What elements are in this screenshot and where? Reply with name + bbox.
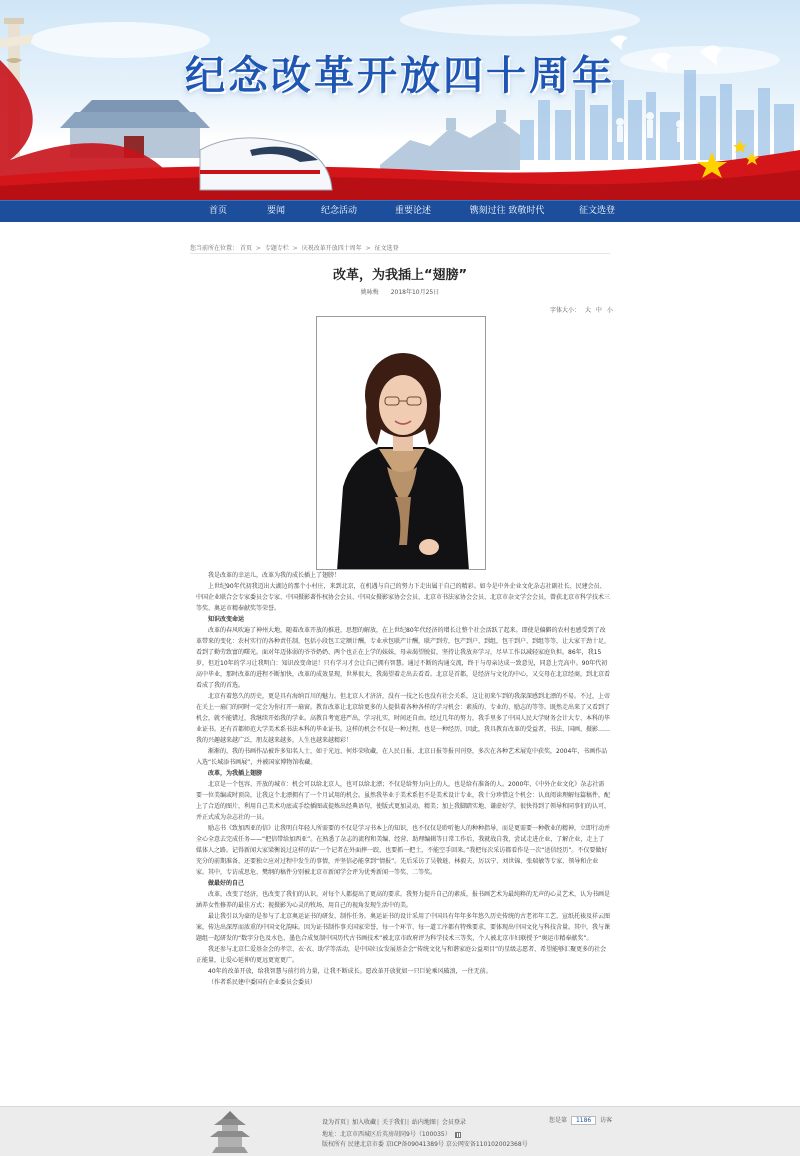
- article-paragraph: 北京是一个包容、开放的城市：机会可以给北京人，也可以给北漂；不仅是给努力向上的人，也是给有准备的人。2000年，《中外企业文化》杂志社需要一位美编或时顶岗，让我这个北漂拥有了一个月试用的机会。虽然我毕业于美术系但不是美术设计专业，我十分珍惜这个机会：认真阅读理解每篇稿件，配上了合适的图片，利用自己美术功底或手绘插图或提炼出经典语句，使版式更加灵动，精美；加上我脚踏实地、谦虚好学，很快得到了领导和同事们的认可，并正式成为杂志社的一员。: [196, 781, 611, 821]
- font-size-medium[interactable]: 中: [595, 307, 602, 314]
- footer-link-about[interactable]: 关于我们: [381, 1119, 406, 1126]
- article-meta: [190, 287, 610, 296]
- breadcrumb-prefix: 您当前所在位置：: [190, 245, 239, 252]
- author-portrait: [316, 316, 486, 570]
- qr-code-icon: [455, 1132, 461, 1138]
- visitor-counter: 您是第 1186 访客: [549, 1117, 613, 1124]
- breadcrumb-separator: >: [292, 245, 298, 252]
- footer-link-sitemap[interactable]: 站内地图: [411, 1119, 436, 1126]
- article-paragraph: 北京有着悠久的历史，更是具有海纳百川的魅力。但北京人才济济，没有一技之长也没有社会关系，这让初来乍到的我深深感到北漂的不易。不过，上帝在关上一扇门的同时一定会为你打开一扇窗。教育改革让北京给更多的人提供着各种各样的学习机会：素质的、专业的、励志的等等。既然走出来了又看到了机会，就不能错过，我继续开始我的学业。高教自考宽进严出，学习扎实，时间还自由。经过几年的努力，我手里多了中国人民大学财务会计大专、本科的毕业证书。还有首都师范大学美术系书法本科的毕业证书。这样的机会不仅是一种过程，也是一种经历，因此，我具教育改革的受益者，书法、国画、摄影……我的兴趣越来越广泛，朋友越来越多，人生也越来越精彩！: [196, 693, 611, 744]
- article-paragraph: 渐渐的，我的书画作品被许多知名人士，如于光远、何炸荣收藏，在人民日报、北京日报等报刊刊登，多次在各种艺术展览中获奖，2004年，书画作品入选“长城添书画展”，并被国家博物馆收藏。: [196, 748, 608, 766]
- header-banner: [0, 0, 800, 200]
- footer-address: 地址：北京市西城区后英房胡同9号（100035）: [322, 1129, 461, 1138]
- nav-item-tribute[interactable]: 镌刻过往 致敬时代: [469, 206, 545, 216]
- article-paragraph: 上世纪90年代初我迈出大湖边的那个小村庄，来到北京，在机遇与自己的努力下走出属于自己的精彩。如今是中外企业文化杂志社副社长、民建会员、中国企业联合会专家委员会专家、中国摄影著作权协会会员、中国女摄影家协会会员、北京市书法家协会会员、北京市杂文学会会员，曾获北京市科学技术三等奖、奥运市精奉献奖等荣誉。: [196, 583, 611, 612]
- breadcrumb: [190, 243, 399, 252]
- font-size-control: [550, 305, 613, 314]
- footer-link-login[interactable]: 会员登录: [441, 1119, 466, 1126]
- font-size-small[interactable]: 小: [606, 307, 613, 314]
- temple-of-heaven-icon: [200, 1109, 260, 1155]
- article-paragraph: 我是改革的幸运儿，改革为我的成长插上了翅膀！: [208, 572, 341, 579]
- article-paragraph: 最让我引以为豪的是参与了北京奥运证书的研发、制作任务。奥运证书的设计采用了中国具有年年多年悠久历史传统的古老祁年工艺、宣纸托裱及祥云图案，传达出深厚而浓重的中国文化韵味。因为证书制作事关国家荣誉，每一个环节、每一道工序都有特殊要求，要体现出中国文化与科技含量。其中，我与课题组一起研发的“数字分色及水色、墨色合成复制中国历代古书画技术”被北京市政府评为科学技术三等奖，个人被北京市妇联授予“奥运市精奉献奖”。: [196, 913, 611, 942]
- font-size-label: 字体大小：: [550, 307, 581, 314]
- article-title: 改革，为我插上“翅膀”: [332, 268, 468, 283]
- article-paragraph: 改革，改变了经济，也改变了我们的认识，对每个人都提出了更高的要求。我努力提升自己的素质，报书画艺术为最纯粹的无声的心灵艺术，认为书画是涵养女性修养的最佳方式；视摄影为心灵的牧场，用自己的视角发现生活中的美。: [196, 891, 611, 909]
- nav-item-news[interactable]: 要闻: [266, 206, 285, 216]
- article-paragraph: 励志书《致加西亚的信》让我明白年轻人所需要的不仅是学习书本上的知识，也不仅仅是聆听他人的种种指导，而是更需要一种敬业的精神，立即行动并全心全意去完成任务——“把信带给加西亚”。在熟悉了杂志的流程和美编、经营、助理编辑等日常工作后，我就战自我，尝试走进企业，了解企业，走上了媒体人之路。记得新闻大家梁衡说过这样的话“一个记者在外面摔一跤，也要抓一把土，不能空手回来。”我把每次采访都看作是一次“送信经历”。不仅要做好充分的前期准备，还要独立应对过程中发生的事情，并坚信必能拿到“情报”。先后采访了吴敬琏、林毅夫、厉以宁、刘世锦、张瑞敏等专家、领导和企业家。其中，专访成思危、樊纲的稿件分别被北京市新闻学会评为优秀新闻一等奖、二等奖。: [196, 825, 611, 876]
- visitor-count: 1186: [571, 1116, 596, 1125]
- font-size-large[interactable]: 大: [584, 307, 591, 314]
- article-paragraph: 我还参与北京仁爱基金会的孝宗、衣·衣、助学等活动，是中国妇女发展基金会“传统文化与和谐家庭公益项目”的星级志愿者，希望能够汇聚更多的社会正能量，让爱心延伸的更远更宽更广。: [196, 946, 607, 964]
- article-paragraph: （作者系民建中委国有企业委员会委员）: [208, 979, 317, 986]
- section-heading: 做最好的自己: [208, 880, 245, 887]
- breadcrumb-separator: >: [255, 245, 261, 252]
- article-body: [196, 570, 610, 988]
- site-footer: [0, 1106, 800, 1156]
- main-nav: [0, 200, 800, 222]
- section-heading: 知识改变命运: [208, 616, 245, 623]
- breadcrumb-separator: >: [365, 245, 371, 252]
- nav-item-home[interactable]: 首页: [208, 206, 227, 216]
- footer-link-bookmark[interactable]: 加入收藏: [351, 1119, 376, 1126]
- nav-item-essays[interactable]: 征文选登: [578, 206, 615, 216]
- article-author: 姚咏梅: [360, 289, 379, 296]
- breadcrumb-divider: [190, 253, 610, 254]
- section-heading: 改革，为我插上翅膀: [208, 770, 263, 777]
- nav-item-speeches[interactable]: 重要论述: [394, 206, 431, 216]
- breadcrumb-item-essays[interactable]: 征文选登: [374, 245, 399, 252]
- article-paragraph: 改革的春风吹遍了神州大地，随着改革开放的推进，思想的解放，在上世纪80年代经济的增长让整个社会活跃了起来。即使是偏僻的农村也感受到了改革带来的变化：农村实行的各种责任制，包括小段包工定额计酬，专业承包联产计酬，联产到劳，包产到户、到组，包干到户、到组等等，让大家干劲十足，看到了勤劳致富的曙光。面对年迈体弱的爷爷奶奶、两个也正在上学的妹妹，母亲渴望脱贫，坚持让我放弃学习，尽早工作以减轻家庭负担。86年，我15岁，但近10年的学习让我明白：知识改变命运！只有学习才会让自己拥有智慧。通过不断的沟通交流，终于与母亲达成一致意见，同意上完高中。90年代初高中毕业，那时改革的进程不断加快，改革的成效显现，世界很大，我渴望着走出去看看。北京是首都，是经济与文化的中心，又交母在北京经商，到北京看看成了我的首选。: [196, 627, 611, 689]
- banner-title: 纪念改革开放四十周年: [185, 53, 615, 99]
- article-date: 2018年10月25日: [390, 289, 440, 296]
- footer-links: 设为首页| 加入收藏| 关于我们| 站内地图| 会员登录: [322, 1119, 466, 1126]
- footer-copyright: 版权所有 民建北京市委 京ICP备09041389号 京公网安备110102002368号: [322, 1141, 528, 1148]
- breadcrumb-item-anniversary[interactable]: 庆祝改革开放四十周年: [301, 245, 362, 252]
- breadcrumb-item-topics[interactable]: 专题专栏: [264, 245, 289, 252]
- nav-item-events[interactable]: 纪念活动: [320, 206, 357, 216]
- bullet-train-icon: [200, 138, 332, 190]
- breadcrumb-item-home[interactable]: 首页: [239, 245, 252, 252]
- article-paragraph: 40年的改革开放，给我智慧与前行的力量，让我不断成长。愿改革开放犹如一只巨轮乘风破浪，一往无前。: [208, 968, 492, 975]
- footer-link-set-homepage[interactable]: 设为首页: [322, 1119, 347, 1126]
- great-wall: [380, 110, 520, 170]
